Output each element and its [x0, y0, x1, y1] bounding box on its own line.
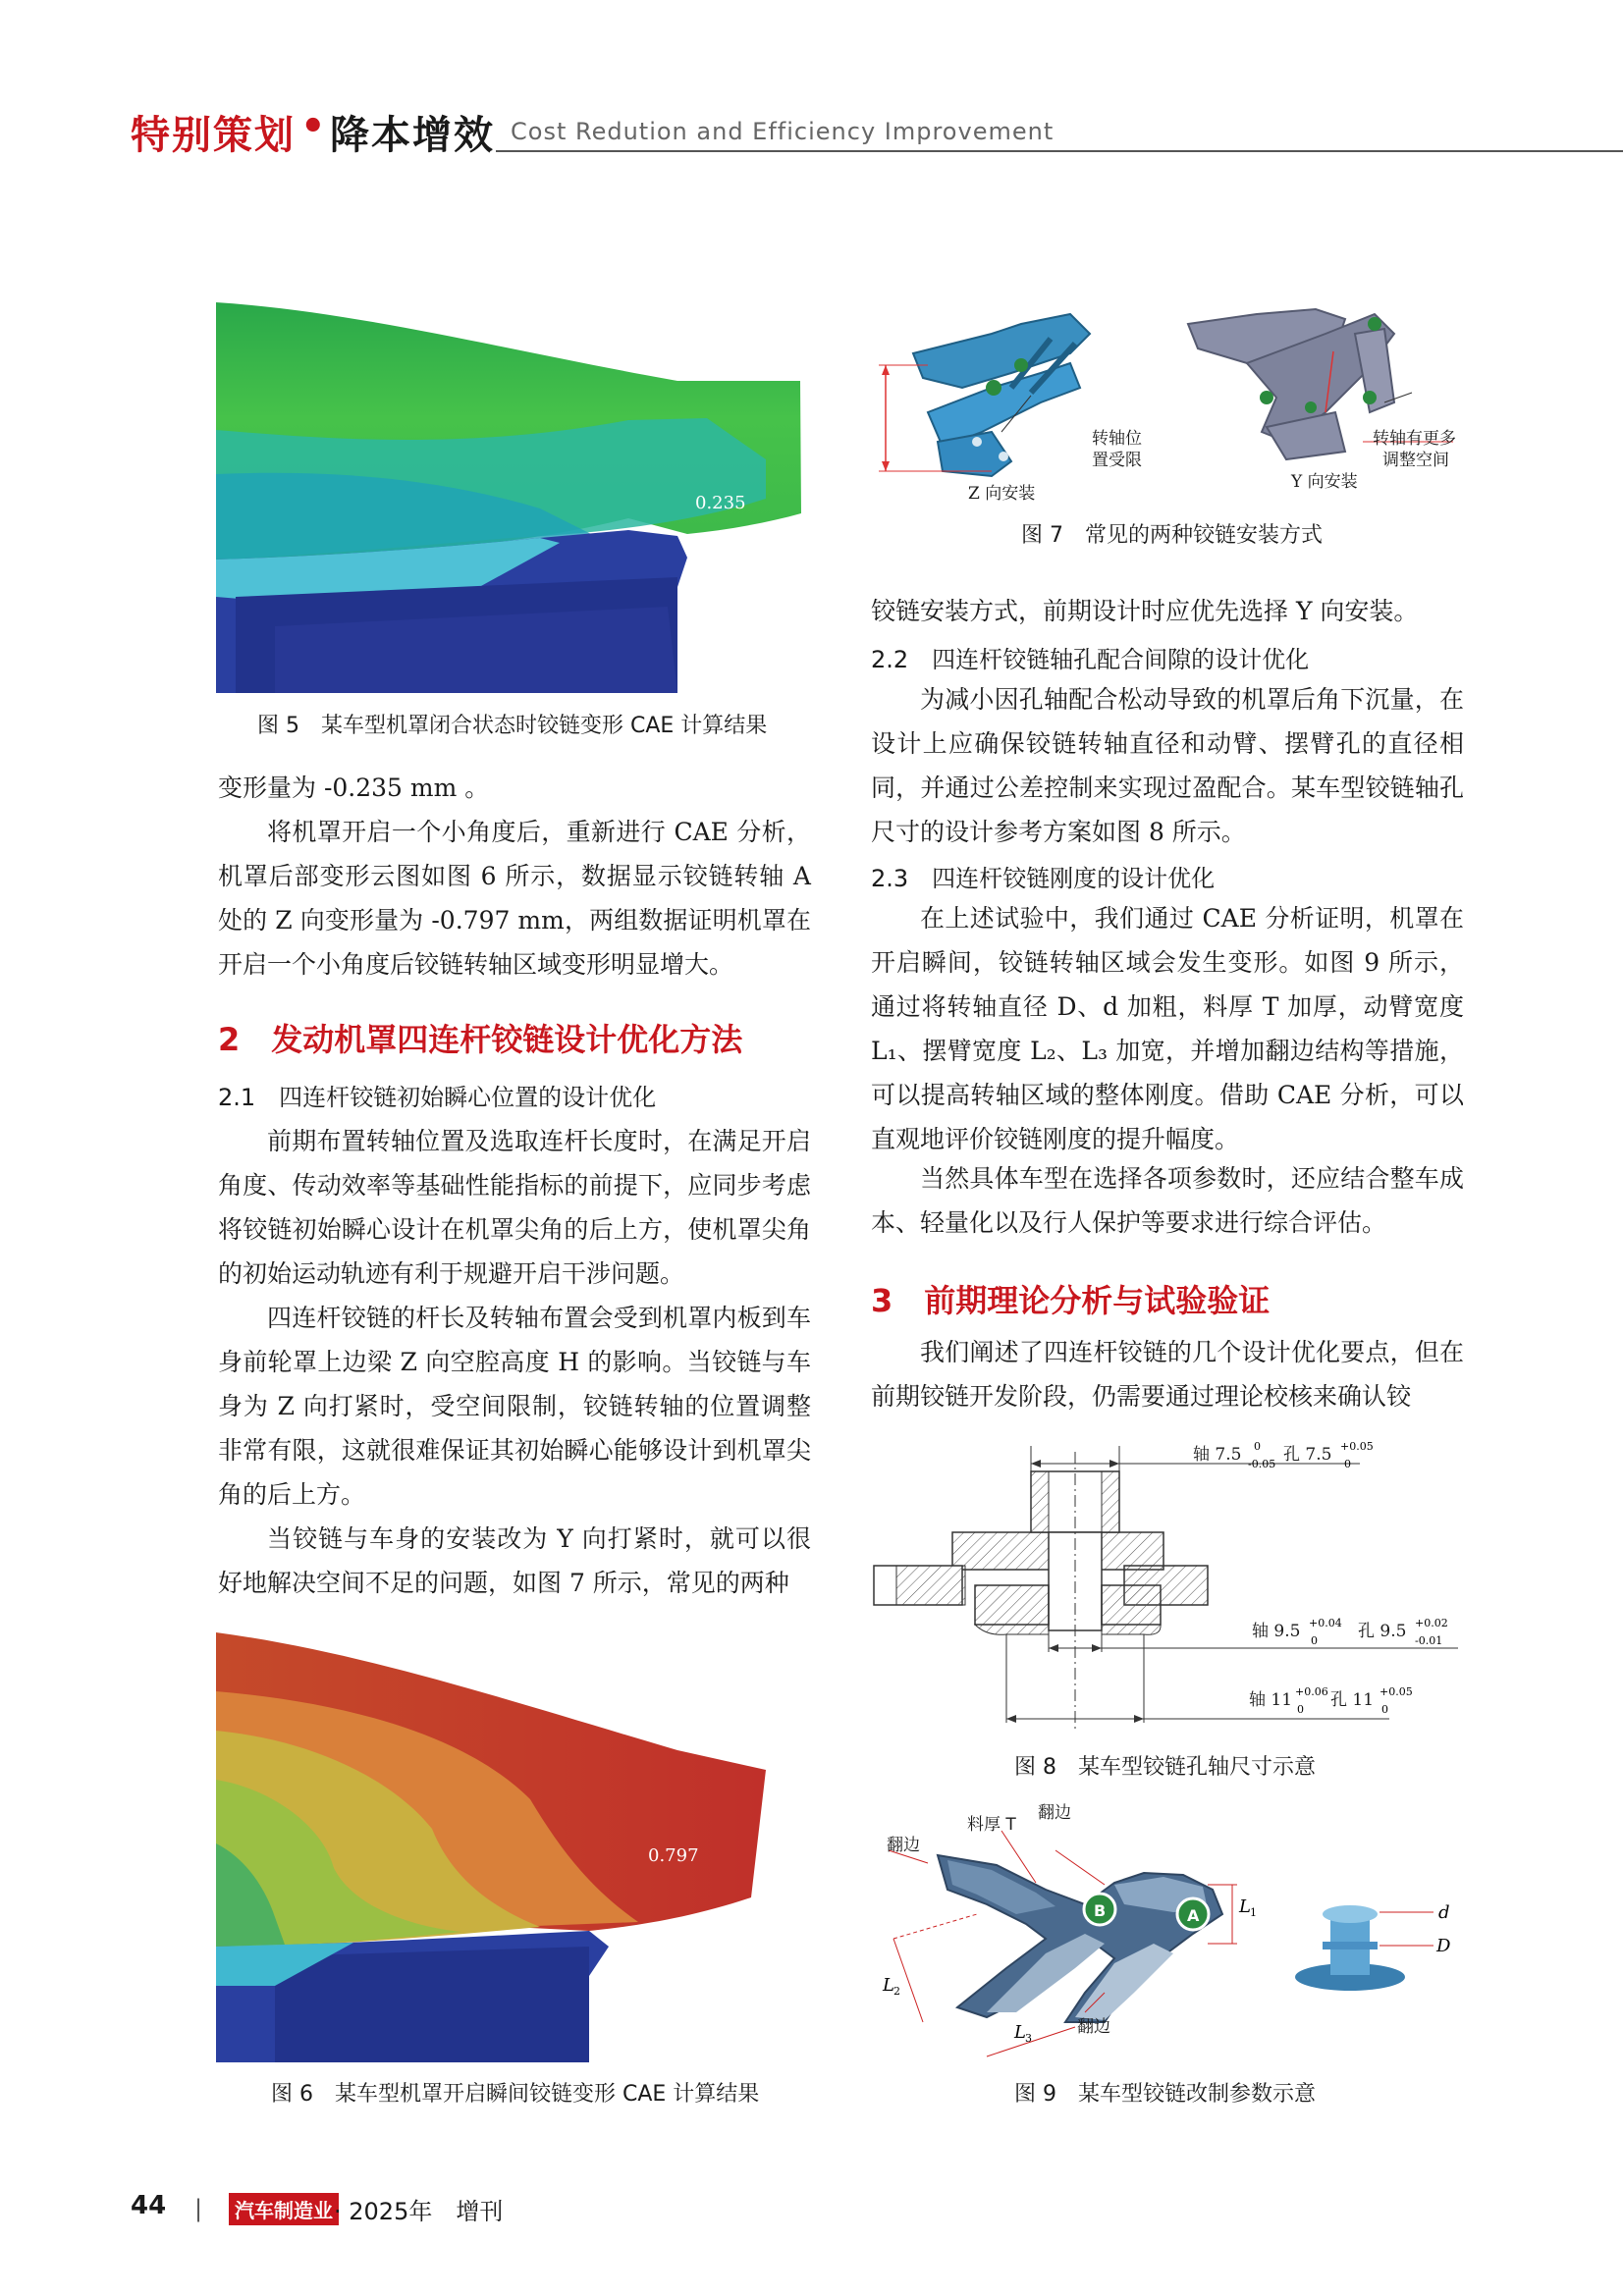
topic-title: 降本增效	[330, 113, 495, 158]
fig9-label-l2: L	[883, 1975, 894, 1996]
section-title: 特别策划	[131, 113, 296, 158]
fig7-label-more-space-1: 转轴有更多	[1373, 429, 1456, 449]
figure-9-caption: 图 9 某车型铰链改制参数示意	[1014, 2082, 1316, 2107]
left-paragraph-5: 当铰链与车身的安装改为 Y 向打紧时，就可以很好地解决空间不足的问题，如图 7 所示，常见的两种	[218, 1524, 811, 1597]
figure-5-image	[216, 302, 807, 693]
right-paragraph-1: 铰链安装方式，前期设计时应优先选择 Y 向安装。	[871, 597, 1419, 625]
figure-8-image	[869, 1438, 1468, 1752]
fig8-dim3-shaft-up: +0.06	[1295, 1685, 1328, 1698]
fig8-dim2-shaft: 轴 9.5	[1252, 1622, 1301, 1641]
subsection-2-2-heading: 2.2 四连杆铰链轴孔配合间隙的设计优化	[871, 646, 1310, 673]
fig9-label-thickness: 料厚 T	[967, 1815, 1016, 1835]
fig9-label-l1-sub: 1	[1250, 1906, 1257, 1919]
right-paragraph-2: 为减小因孔轴配合松动导致的机罩后角下沉量，在设计上应确保铰链转轴直径和动臂、摆臂孔的直径相同，并通过公差控制来实现过盈配合。某车型铰链轴孔尺寸的设计参考方案如图 8 所示。	[871, 685, 1464, 846]
fig7-label-y-install: Y 向安装	[1291, 472, 1358, 492]
fig9-label-l3: L	[1014, 2022, 1026, 2043]
fig8-dim2-hole-low: -0.01	[1415, 1634, 1443, 1647]
fig9-marker-b: B	[1094, 1901, 1107, 1920]
footer-separator: |	[194, 2195, 203, 2222]
fig9-label-l2-sub: 2	[893, 1985, 900, 1998]
fig9-label-flange-left: 翻边	[887, 1836, 920, 1855]
title-dot: •	[300, 104, 326, 149]
fig7-label-z-install: Z 向安装	[968, 484, 1036, 504]
left-paragraph-1: 变形量为 -0.235 mm 。	[218, 774, 490, 802]
right-paragraph-4: 当然具体车型在选择各项参数时，还应结合整车成本、轻量化以及行人保护等要求进行综合评估。	[871, 1164, 1464, 1237]
fig8-dim1-shaft: 轴 7.5	[1193, 1445, 1242, 1465]
fig8-dim2-hole-up: +0.02	[1415, 1617, 1448, 1629]
topic-title-en: Cost Redution and Efficiency Improvement	[511, 118, 1055, 145]
fig9-label-flange-top: 翻边	[1038, 1803, 1071, 1823]
fig9-label-l1: L	[1239, 1896, 1251, 1917]
fig7-label-pos-limit-2: 置受限	[1092, 451, 1142, 470]
figure-7-image	[874, 294, 1467, 512]
fig6-value-label: 0.797	[648, 1845, 699, 1866]
fig8-dim1-hole-low: 0	[1344, 1458, 1351, 1470]
header-rule	[496, 150, 1623, 152]
fig8-dim3-hole-low: 0	[1381, 1703, 1388, 1716]
figure-7-caption: 图 7 常见的两种铰链安装方式	[1021, 523, 1323, 548]
fig8-dim3-shaft: 轴 11	[1249, 1690, 1293, 1710]
figure-8-caption: 图 8 某车型铰链孔轴尺寸示意	[1014, 1755, 1316, 1780]
section-2-heading: 2 发动机罩四连杆铰链设计优化方法	[218, 1021, 743, 1058]
figure-5-caption: 图 5 某车型机罩闭合状态时铰链变形 CAE 计算结果	[257, 714, 768, 738]
fig8-dim2-hole: 孔 9.5	[1358, 1622, 1407, 1641]
fig8-dim1-shaft-up: 0	[1254, 1440, 1261, 1453]
fig8-dim2-shaft-up: +0.04	[1309, 1617, 1342, 1629]
fig8-dim3-hole-up: +0.05	[1380, 1685, 1413, 1698]
right-paragraph-3: 在上述试验中，我们通过 CAE 分析证明，机罩在开启瞬间，铰链转轴区域会发生变形。如图 9 所示，通过将转轴直径 D、d 加粗，料厚 T 加厚，动臂宽度 L₁、摆臂宽度 L₂、L₃ 加宽，并增加翻边结构等措施，可以提高转轴区域的整体刚度。借助 CAE 分析，可以直观地评价铰链刚度的提升幅度。	[871, 904, 1464, 1153]
fig8-dim1-shaft-low: -0.05	[1248, 1458, 1276, 1470]
right-paragraph-5: 我们阐述了四连杆铰链的几个设计优化要点，但在前期铰链开发阶段，仍需要通过理论校核来确认铰	[871, 1338, 1464, 1411]
fig8-dim3-hole: 孔 11	[1330, 1690, 1375, 1710]
fig9-marker-a: A	[1187, 1906, 1200, 1925]
left-paragraph-4: 四连杆铰链的杆长及转轴布置会受到机罩内板到车身前轮罩上边梁 Z 向空腔高度 H 的影响。当铰链与车身为 Z 向打紧时，受空间限制，铰链转轴的位置调整非常有限，这就很难保证其初始瞬心能够设计到机罩尖角的后上方。	[218, 1304, 811, 1509]
figure-6-caption: 图 6 某车型机罩开启瞬间铰链变形 CAE 计算结果	[271, 2082, 760, 2107]
fig9-label-D: D	[1436, 1936, 1451, 1956]
subsection-2-1-heading: 2.1 四连杆铰链初始瞬心位置的设计优化	[218, 1084, 657, 1111]
fig9-label-l3-sub: 3	[1025, 2032, 1032, 2045]
figure-6-image	[216, 1632, 807, 2062]
section-3-heading: 3 前期理论分析与试验验证	[871, 1282, 1271, 1319]
fig9-label-flange-bottom: 翻边	[1077, 2017, 1110, 2037]
fig8-dim3-shaft-low: 0	[1297, 1703, 1304, 1716]
issue-label: · 2025年 增刊	[334, 2198, 504, 2225]
magazine-logo: 汽车制造业	[229, 2193, 339, 2225]
fig5-value-label: 0.235	[695, 493, 746, 513]
left-paragraph-2: 将机罩开启一个小角度后，重新进行 CAE 分析，机罩后部变形云图如图 6 所示，数据显示铰链转轴 A 处的 Z 向变形量为 -0.797 mm，两组数据证明机罩在开启一个小角度后铰链转轴区域变形明显增大。	[218, 818, 811, 979]
fig7-label-more-space-2: 调整空间	[1382, 451, 1449, 470]
page-number: 44	[131, 2191, 167, 2220]
fig8-dim1-hole-up: +0.05	[1340, 1440, 1374, 1453]
fig8-dim2-shaft-low: 0	[1311, 1634, 1318, 1647]
fig9-label-d: d	[1438, 1902, 1450, 1923]
fig8-dim1-hole: 孔 7.5	[1283, 1445, 1332, 1465]
fig7-label-pos-limit-1: 转轴位	[1092, 429, 1142, 449]
left-paragraph-3: 前期布置转轴位置及选取连杆长度时，在满足开启角度、传动效率等基础性能指标的前提下，应同步考虑将铰链初始瞬心设计在机罩尖角的后上方，使机罩尖角的初始运动轨迹有利于规避开启干涉问题。	[218, 1127, 811, 1288]
subsection-2-3-heading: 2.3 四连杆铰链刚度的设计优化	[871, 865, 1216, 892]
figure-9-image	[869, 1796, 1468, 2061]
